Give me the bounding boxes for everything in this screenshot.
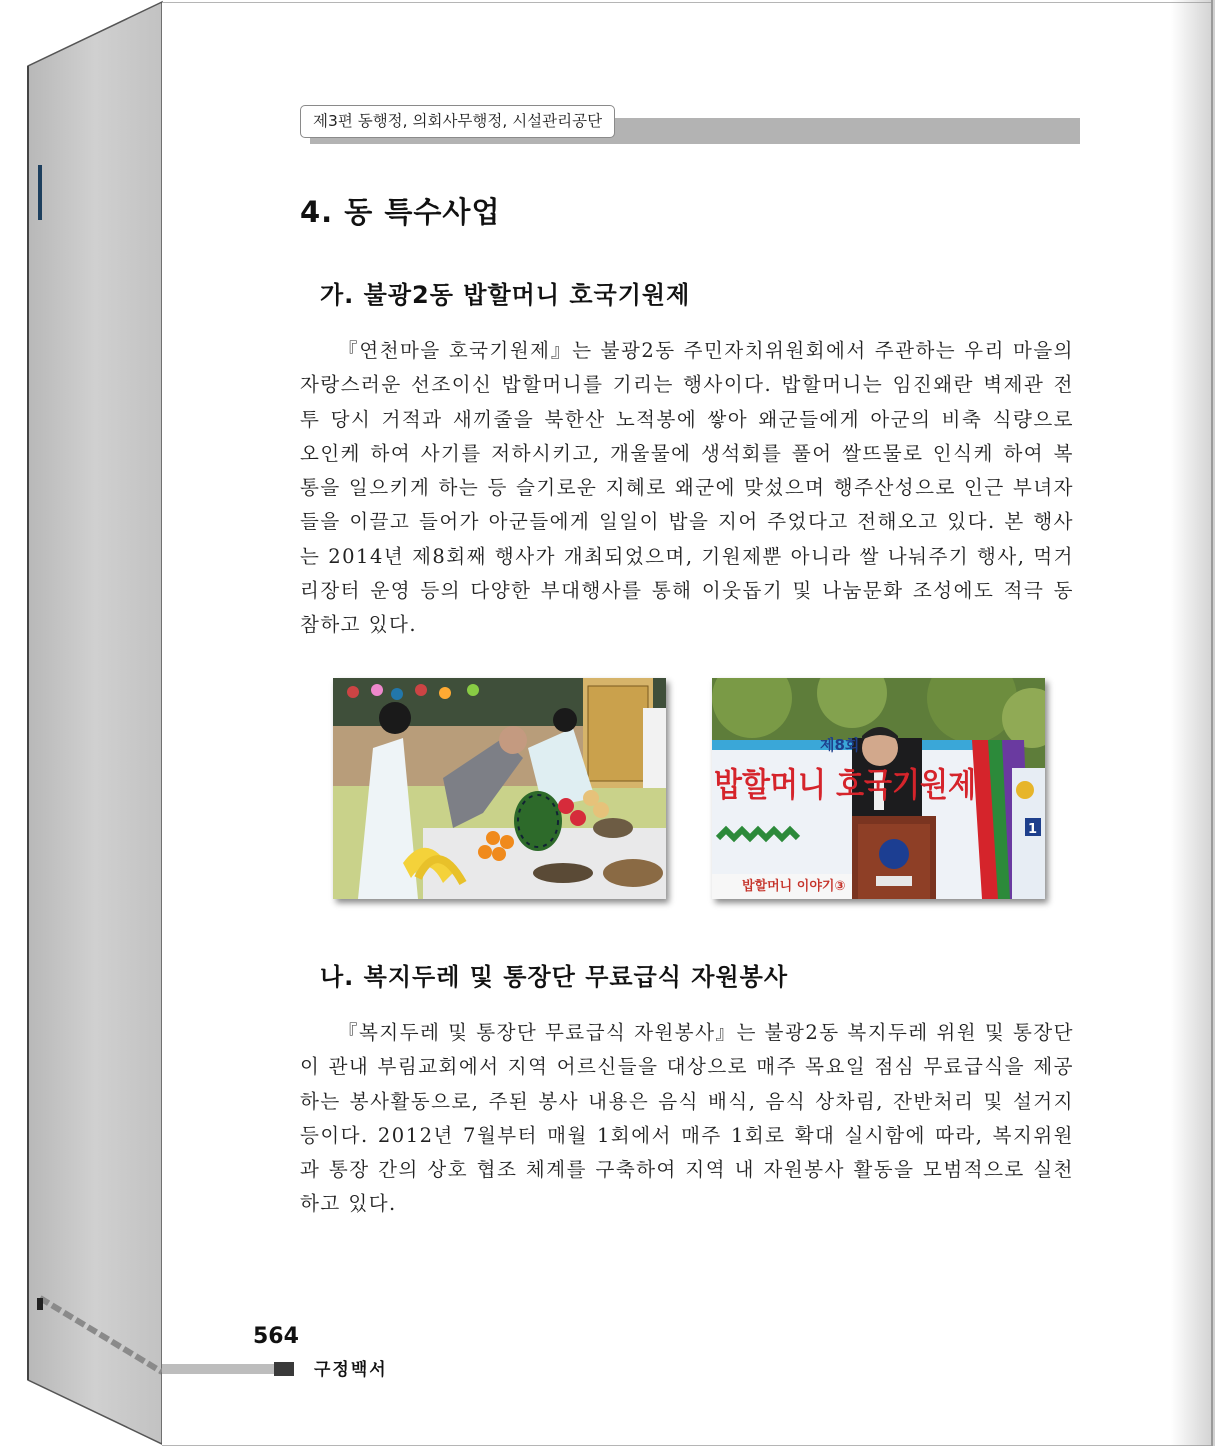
banner-main-text: 밥할머니 호국기원제 — [714, 765, 976, 804]
banner-edition-text: 제8회 — [820, 736, 860, 754]
subsection-title-1: 가. 불광2동 밥할머니 호국기원제 — [320, 281, 691, 309]
chapter-header: 제3편 동행정, 의회사무행정, 시설관리공단 — [300, 105, 615, 138]
subsection-title-2: 나. 복지두레 및 통장단 무료급식 자원봉사 — [320, 963, 789, 991]
subsection-body-1: 『연천마을 호국기원제』는 불광2동 주민자치위원회에서 주관하는 우리 마을의 자랑스러운 선조이신 밥할머니를 기리는 행사이다. 밥할머니는 임진왜란 벽제관 전투 당시 거적과 새끼줄을 북한산 노적봉에 쌓아 왜군들에게 아군의 비축 식량으로 오인케 하여 사기를 저하시키고, 개울물에 생석회를 풀어 쌀뜨물로 인식케 하여 복통을 일으키게 하는 등 슬기로운 지혜로 왜군에 맞섰으며 행주산성으로 인근 부녀자들을 이끌고 들어가 아군들에게 일일이 밥을 지어 주었다고 전해오고 있다. 본 행사는 2014년 제8회째 행사가 개최되었으며, 기원제뿐 아니라 쌀 나눠주기 행사, 먹거리장터 운영 등의 다양한 부대행사를 통해 이웃돕기 및 나눔문화 조성에도 적극 동참하고 있다. — [300, 339, 1074, 637]
page-edge-shadow — [1171, 0, 1215, 1446]
subsection-body-2: 『복지두레 및 통장단 무료급식 자원봉사』는 불광2동 복지두레 위원 및 통장단이 관내 부림교회에서 지역 어르신들을 대상으로 매주 목요일 점심 무료급식을 제공하는 봉사활동으로, 주된 봉사 내용은 음식 배식, 음식 상차림, 잔반처리 및 설거지 등이다. 2012년 7월부터 매월 1회에서 매주 1회로 확대 실시함에 따라, 복지위원과 통장 간의 상호 협조 체계를 구축하여 지역 내 자원봉사 활동을 모범적으로 실천하고 있다. — [300, 1021, 1074, 1216]
footer-bar-dark — [274, 1362, 294, 1376]
footer-bar-light — [162, 1364, 274, 1374]
spine-mark — [38, 165, 42, 220]
book-title: 구정백서 — [314, 1360, 388, 1380]
section-title: 4. 동 특수사업 — [300, 195, 501, 229]
banner-sub-text: 밥할머니 이야기③ — [742, 879, 846, 894]
book-spine — [0, 0, 170, 1446]
page-number: 564 — [253, 1324, 299, 1349]
ceremony-photo — [333, 678, 666, 899]
page-edge-line — [1211, 0, 1213, 1446]
speaker-photo — [712, 678, 1045, 899]
side-sign-number: 1 — [1028, 822, 1038, 837]
